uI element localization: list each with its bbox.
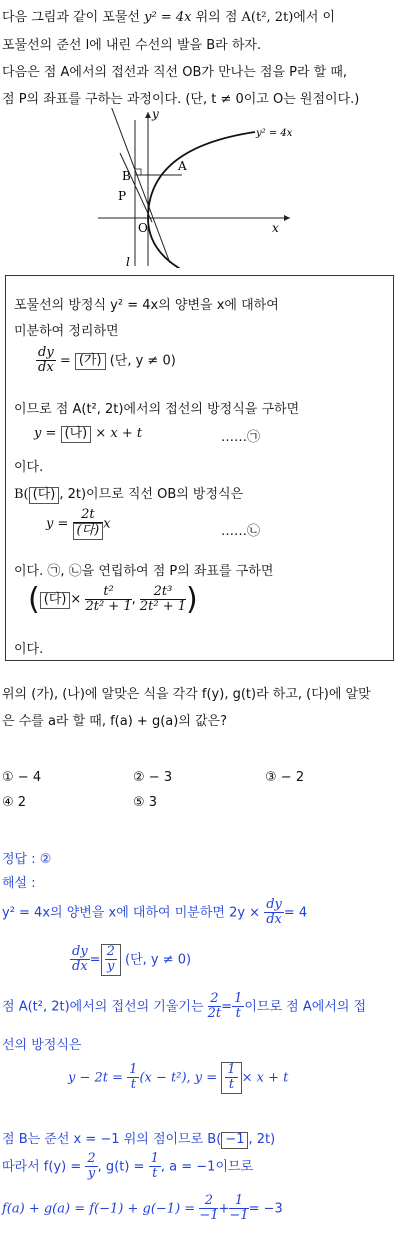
blank-da-2: (다) (73, 523, 104, 540)
choice-num: ② (133, 770, 145, 785)
frac-den: t (152, 1166, 158, 1182)
proof-line-5 (34, 426, 142, 443)
proof-line-8 (46, 508, 111, 540)
frac-num: 2 (87, 1151, 96, 1166)
solution-line-2: $\frac{dy}{dx}$ = $\frac{2}{y}$ (단, y ≠ 0) (72, 944, 192, 975)
choice-val: 3 (148, 795, 158, 810)
frac-num: 2 (106, 944, 115, 959)
frac-den: t (235, 1006, 241, 1022)
tag-1: ……㉠ (221, 430, 261, 445)
choice-val: − 2 (280, 770, 305, 785)
frac-den: −1 (229, 1208, 249, 1224)
sol-text: 점 A(t², 2t)에서의 접선의 기울기는 (2, 999, 204, 1015)
frac-num: 1 (229, 1194, 248, 1209)
sol-text: , a = −1이므로 (160, 1159, 254, 1175)
frac-den: y (87, 1166, 96, 1182)
choice-val: − 4 (17, 770, 42, 785)
frac-num: 2t (73, 508, 104, 523)
frac-num: t² (85, 585, 131, 600)
answer-box-na (221, 1062, 241, 1094)
sol-text: = 4 (283, 905, 308, 921)
frac-num: 2 (208, 992, 222, 1007)
frac-den: 2t² + 1 (139, 599, 187, 614)
sol-fraction (208, 992, 222, 1022)
label-l: l (126, 255, 130, 268)
blank-na: (나) (61, 426, 92, 443)
eq-text: y = (34, 426, 57, 441)
solution-line-7 (2, 1152, 253, 1182)
problem-text: 위의 점 (195, 10, 238, 25)
choice-5[interactable] (133, 795, 157, 810)
frac-den: dx (38, 360, 54, 376)
solution-line-8 (2, 1194, 283, 1224)
frac-num: 2 (199, 1194, 218, 1209)
label-p: P (118, 189, 127, 203)
solution-label: 해설 : (2, 876, 36, 891)
frac-num: 1 (234, 991, 243, 1006)
sol-text: 점 B는 준선 x = −1 위의 점이므로 B( (2, 1132, 222, 1147)
question-line-2: 은 수를 a라 할 때, f(a) + g(a)의 값은? (2, 714, 228, 729)
sol-fraction (85, 1152, 97, 1182)
sol-fraction (232, 992, 244, 1022)
frac-den (73, 523, 104, 540)
solution-line-6 (2, 1128, 275, 1149)
tag-2: ……㉡ (221, 524, 261, 539)
y-axis-arrow-icon (145, 112, 151, 118)
solution-line-5 (68, 1062, 288, 1094)
label-x: x (272, 221, 279, 235)
label-b: B (122, 169, 131, 183)
sol-text: 따라서 f(y) = (2, 1159, 82, 1175)
proof-line-1: 포물선의 방정식 y² = 4x의 양변을 x에 대하여 (14, 298, 279, 313)
sol-fraction (105, 945, 117, 975)
choice-4[interactable] (2, 795, 26, 810)
choice-1[interactable] (2, 770, 41, 785)
eq-text: , 2t)이므로 직선 OB의 방정식은 (59, 487, 244, 502)
sol-text: (x − t²), y = (139, 1070, 218, 1086)
proof-line-10: ( (다) × $\frac{\text{t²}}{\text{2t² + 1}}$ , $\frac{\text{2t³}}{\text{2t² + 1}}$ ) (28, 582, 198, 617)
choice-num: ③ (265, 770, 277, 785)
proof-line-3 (36, 346, 176, 376)
proof-box (5, 275, 394, 661)
frac-den: −1 (199, 1208, 219, 1224)
label-curve: y² = 4x (256, 128, 293, 139)
frac-den: t (130, 1077, 136, 1093)
sol-fraction (225, 1063, 237, 1093)
problem-line-2: 포물선의 준선 l에 내린 수선의 발을 B라 하자. (2, 38, 262, 53)
sol-text: 이므로 점 A에서의 접 (244, 999, 367, 1015)
frac-num: 1 (129, 1062, 138, 1077)
frac-den: y (107, 959, 115, 975)
sol-fraction (70, 945, 90, 975)
curve-equation: y² = 4x (144, 10, 192, 25)
problem-line-1 (2, 6, 335, 25)
x-axis-arrow-icon (284, 215, 290, 221)
frac-num: 1 (150, 1151, 159, 1166)
eq-text: x (103, 516, 111, 532)
blank-da: (다) (29, 487, 60, 504)
sol-text: y − 2t = (68, 1070, 124, 1086)
parabola-figure (90, 108, 300, 268)
condition-text: (단, y ≠ 0) (109, 353, 176, 369)
label-o: O (138, 221, 148, 235)
tangent-line (108, 108, 170, 263)
sol-text: , g(t) = (97, 1159, 145, 1175)
sol-text: , 2t) (248, 1132, 276, 1147)
frac-num: dy (38, 345, 54, 360)
choice-3[interactable] (265, 770, 304, 785)
eq-text: B( (14, 487, 29, 502)
proof-line-6: 이다. (14, 460, 44, 475)
blank-da-3: (다) (40, 592, 71, 609)
answer-box-da: −1 (221, 1132, 248, 1149)
times-sign: × (70, 592, 82, 607)
line-ob (120, 153, 152, 222)
sol-text: y² = 4x의 양변을 x에 대하여 미분하면 2y × (2, 905, 261, 921)
frac-num: dy (72, 944, 88, 959)
frac-den: dx (266, 912, 282, 928)
proof-line-9: 이다. ㉠, ㉡을 연립하여 점 P의 좌표를 구하면 (14, 564, 274, 579)
p-x-fraction (85, 585, 131, 615)
point-a-coords: A(t², 2t) (241, 10, 294, 25)
proof-line-4: 이므로 점 A(t², 2t)에서의 접선의 방정식을 구하면 (14, 402, 300, 417)
problem-text: 에서 이 (293, 10, 336, 25)
sol-text: × x + t (241, 1070, 289, 1086)
solution-line-1 (2, 898, 307, 928)
problem-line-4: 점 P의 좌표를 구하는 과정이다. (단, t ≠ 0이고 O는 원점이다.) (2, 92, 360, 107)
choice-val: − 3 (148, 770, 173, 785)
answer-label: 정답 : ② (2, 852, 52, 867)
paren-open: ( (28, 582, 40, 617)
choice-num: ④ (2, 795, 14, 810)
choice-val: 2 (17, 795, 27, 810)
blank-ga: (가) (75, 353, 106, 370)
sol-fraction (199, 1194, 218, 1224)
sol-fraction (229, 1194, 248, 1224)
frac-num: 1 (227, 1062, 236, 1077)
frac-den: 2t² + 1 (85, 599, 132, 614)
frac-den: dx (72, 959, 88, 975)
sol-fraction (127, 1063, 139, 1093)
equals-sign: = (59, 353, 71, 369)
choice-num: ① (2, 770, 14, 785)
p-y-fraction (140, 585, 186, 615)
sol-text: (단, y ≠ 0) (125, 952, 192, 968)
sol-fraction (149, 1152, 161, 1182)
slope-fraction (73, 508, 104, 540)
dy-dx-fraction (36, 346, 56, 376)
choice-num: ⑤ (133, 795, 145, 810)
proof-line-2: 미분하여 정리하면 (14, 324, 119, 339)
question-line-1: 위의 (가), (나)에 알맞은 식을 각각 f(y), g(t)라 하고, (다)에 알맞 (2, 687, 371, 702)
sol-text: f(a) + g(a) = f(−1) + g(−1) = (2, 1201, 196, 1217)
sol-text: = −3 (248, 1201, 283, 1217)
sol-fraction (264, 898, 284, 928)
label-y: y (152, 108, 159, 121)
problem-line-3: 다음은 점 A에서의 접선과 직선 OB가 만나는 점을 P라 할 때, (2, 65, 348, 80)
solution-line-4: 선의 방정식은 (2, 1038, 82, 1053)
plus-sign: + (218, 1201, 230, 1217)
frac-num: dy (266, 897, 282, 912)
answer-box-ga (101, 944, 121, 976)
eq-text: y = (46, 516, 69, 532)
choice-2[interactable] (133, 770, 172, 785)
frac-num: 2t³ (140, 585, 186, 600)
solution-line-3: 점 A(t², 2t)에서의 접선의 기울기는 $\frac{2}{2t}$ = $\frac{1}{t}$ 이므로 점 A에서의 접 (2, 991, 367, 1022)
paren-close: ) (186, 582, 198, 617)
frac-den: t (228, 1077, 235, 1093)
eq-text: × x + t (95, 426, 143, 441)
frac-den: 2t (207, 1006, 222, 1022)
label-a: A (178, 159, 187, 173)
proof-line-11: 이다. (14, 642, 44, 657)
problem-text: 다음 그림과 같이 포물선 (2, 10, 140, 25)
proof-line-7 (14, 483, 243, 504)
